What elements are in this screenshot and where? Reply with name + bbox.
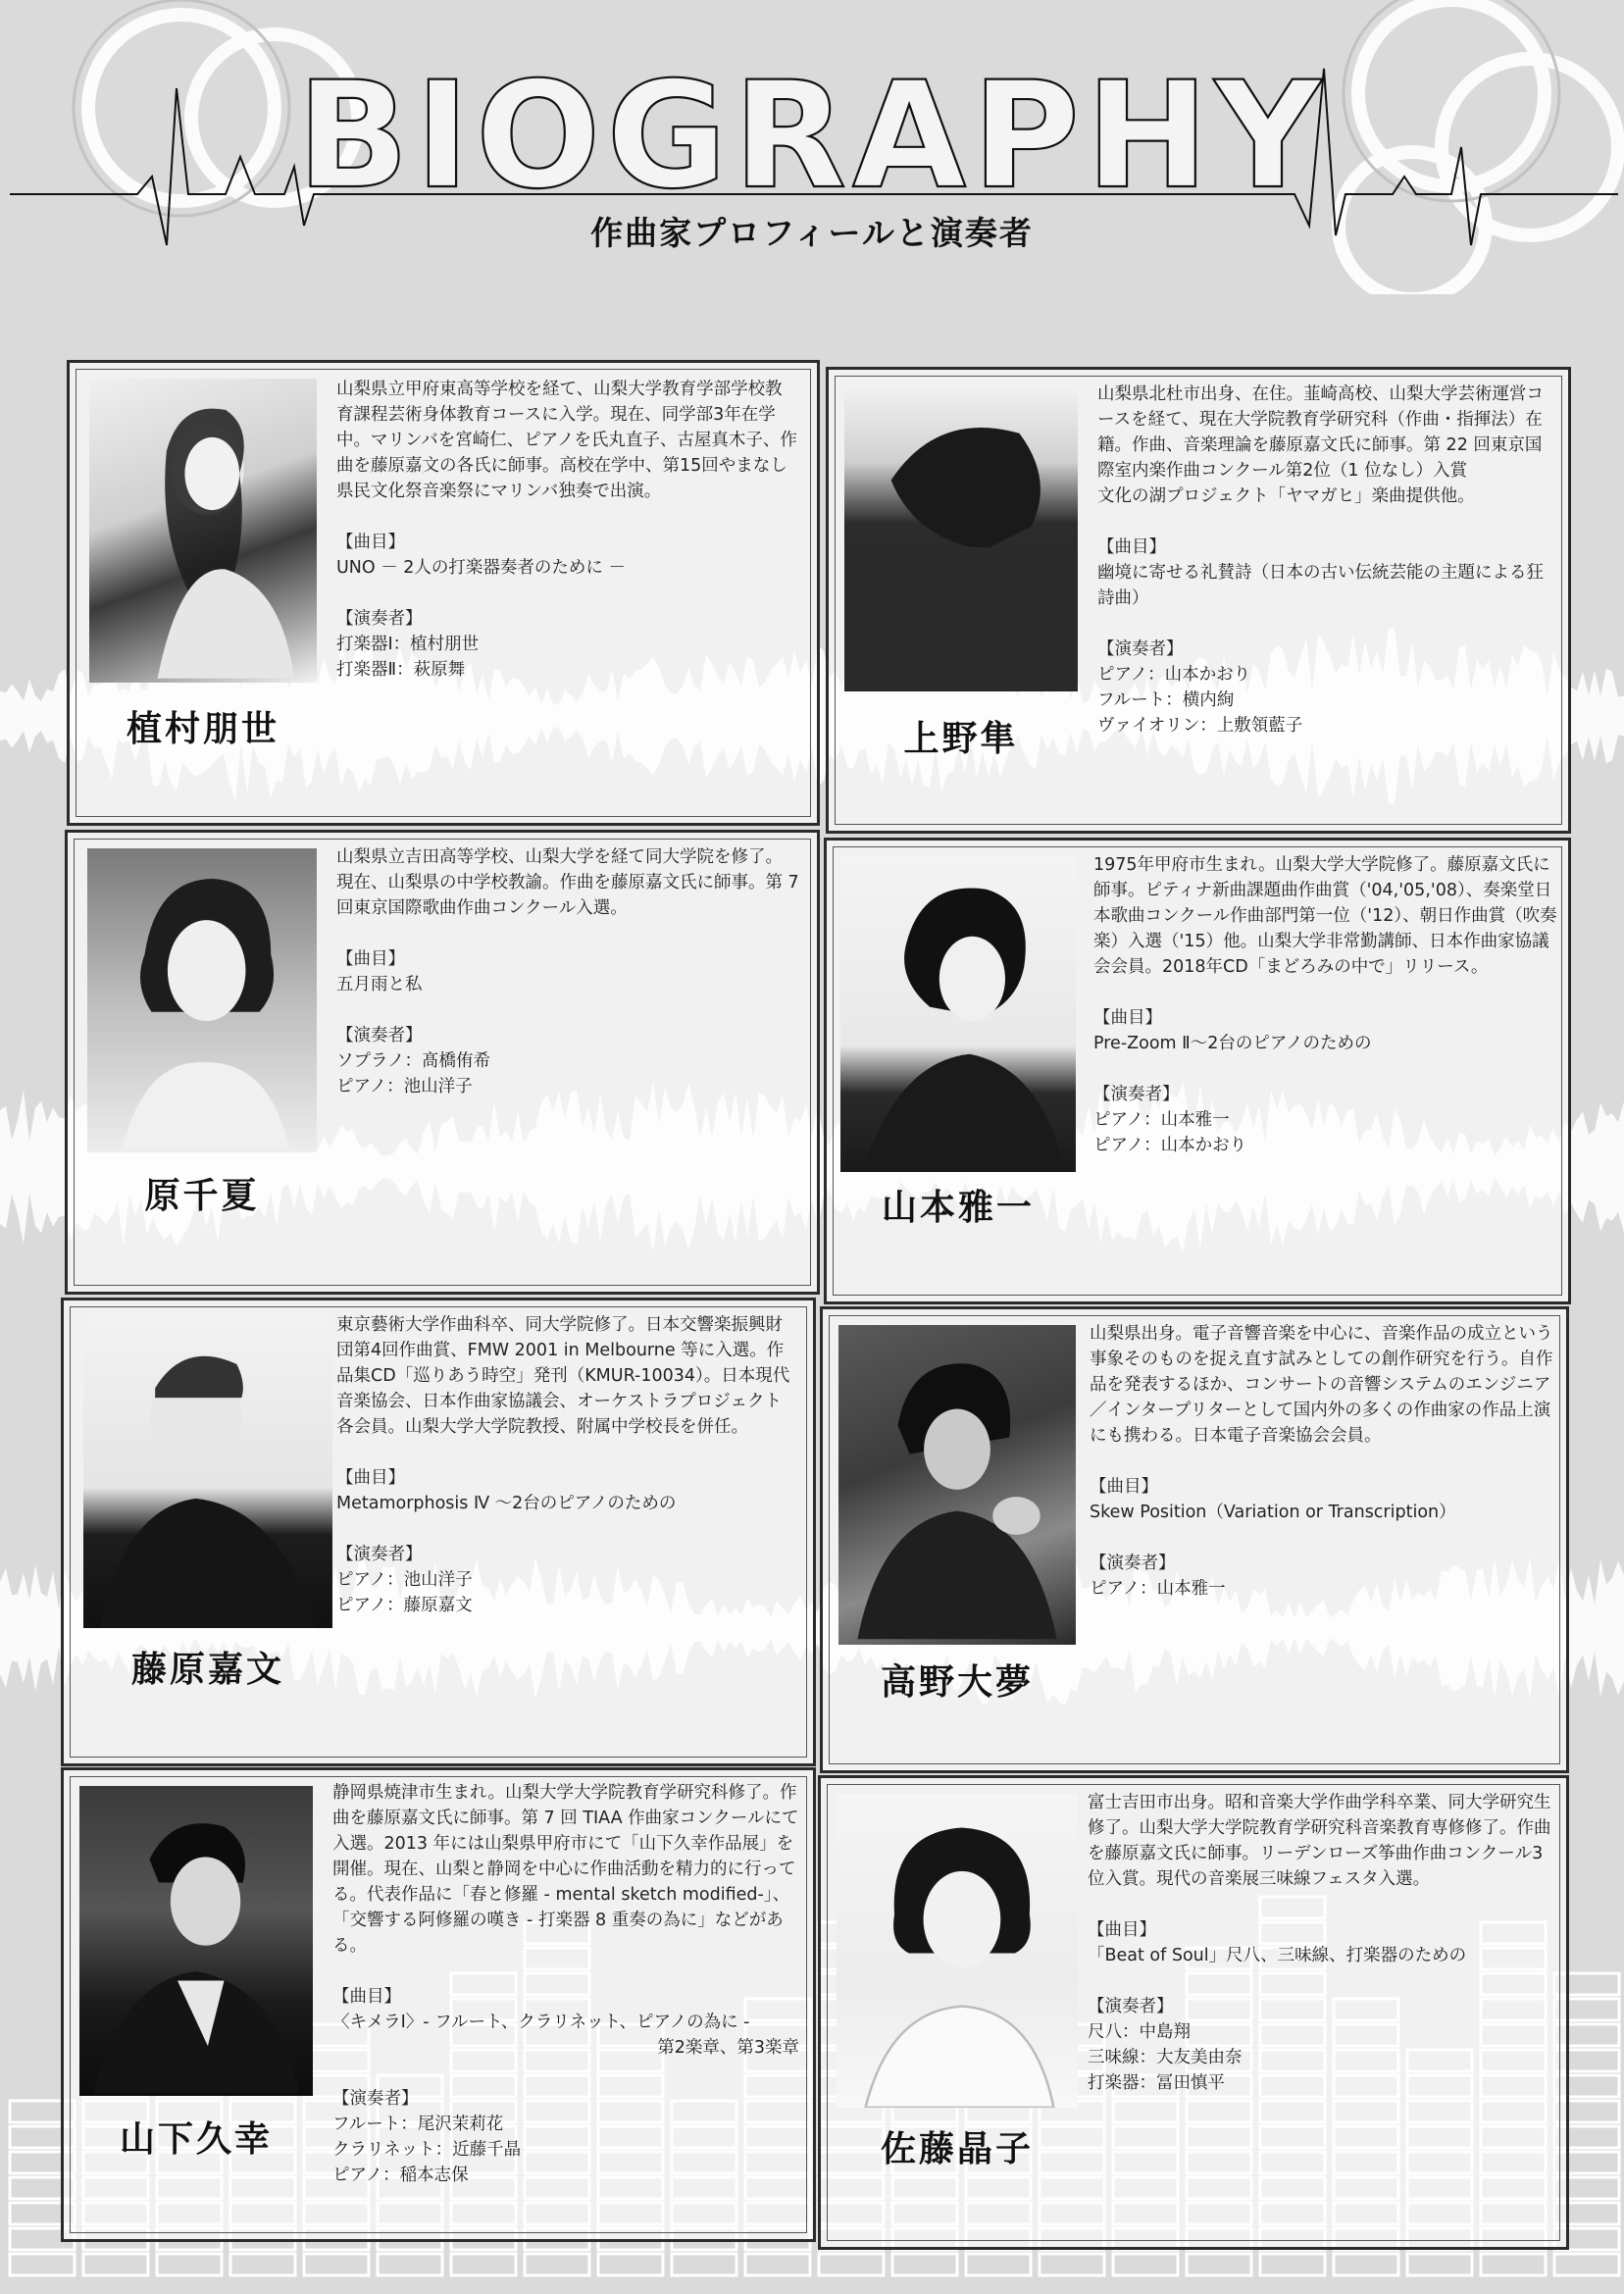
profile-card-hara xyxy=(65,830,820,1295)
performer-item: 打楽器Ⅱ：萩原舞 xyxy=(336,660,466,680)
profile-text xyxy=(1090,1321,1554,1602)
piece-heading: 【曲目】 xyxy=(336,949,405,969)
portrait-photo xyxy=(844,385,1078,691)
profile-text xyxy=(336,377,799,683)
portrait-photo xyxy=(87,848,317,1152)
header xyxy=(0,0,1624,333)
composer-name: 山下久幸 xyxy=(119,2118,273,2160)
performer-item: ピアノ：池山洋子 xyxy=(336,1570,473,1590)
profile-card-sato xyxy=(818,1775,1569,2250)
performer-item: ピアノ：山本かおり xyxy=(1093,1136,1247,1155)
composer-name: 植村朋世 xyxy=(126,708,279,749)
performer-item: ピアノ：山本雅一 xyxy=(1093,1110,1230,1130)
bio-text: 山梨県出身。電子音響音楽を中心に、音楽作品の成立という事象そのものを捉え直す試みとしての創作研究を行う。自作品を発表するほか、コンサートの音響システムのエンジニア／インタープリターとして国内外の多くの作曲家の作品上演にも携わる。日本電子音楽協会会員。 xyxy=(1090,1324,1553,1446)
piece-heading: 【曲目】 xyxy=(1090,1477,1158,1497)
bio-text: 文化の湖プロジェクト「ヤマガヒ」楽曲提供他。 xyxy=(1097,486,1475,506)
profile-text xyxy=(336,1312,797,1618)
bio-text: 富士吉田市出身。昭和音楽大学作曲学科卒業、同大学研究生修了。山梨大学大学院教育学研究科音楽教育専修修了。作曲を藤原嘉文氏に師事。リーデンローズ筝曲作曲コンクール3位入賞。現代の音楽展三味線フェスタ入選。 xyxy=(1088,1793,1551,1889)
performer-item: ピアノ：稲本志保 xyxy=(332,2166,469,2185)
performers-heading: 【演奏者】 xyxy=(336,609,423,629)
portrait-photo xyxy=(837,1794,1078,2108)
profile-card-takano xyxy=(820,1306,1569,1773)
biography-title: BIOGRAPHY xyxy=(296,51,1328,222)
piece-heading: 【曲目】 xyxy=(336,533,405,552)
bio-text: 静岡県焼津市生まれ。山梨大学大学院教育学研究科修了。作曲を藤原嘉文氏に師事。第 7 回 TIAA 作曲家コンクールにて入選。2013 年には山梨県甲府市にて「山下久幸作品展」を開催。現在、山梨と静岡を中心に作曲活動を精力的に行ってる。代表作品に「春と修羅 - mental sketch modified-」、「交響する阿修羅の嘆き - 打楽器 8 重奏の為に」などがある。 xyxy=(332,1783,799,1956)
piece-title: UNO － 2人の打楽器奏者のために － xyxy=(336,558,626,578)
performers-heading: 【演奏者】 xyxy=(1093,1085,1180,1104)
portrait-photo xyxy=(840,856,1076,1172)
composer-name: 原千夏 xyxy=(144,1175,260,1216)
profile-card-ueno xyxy=(826,367,1571,834)
performer-item: ソプラノ：髙橋侑希 xyxy=(336,1051,490,1071)
performers-heading: 【演奏者】 xyxy=(1088,1997,1174,2016)
bio-text: 1975年甲府市生まれ。山梨大学大学院修了。藤原嘉文氏に師事。ピティナ新曲課題曲作曲賞（'04,'05,'08）、奏楽堂日本歌曲コンクール作曲部門第一位（'12）、朝日作曲賞（吹奏楽）入選（'15）他。山梨大学非常勤講師、日本作曲家協議会会員。2018年CD「まどろみの中で」リリース。 xyxy=(1093,855,1557,977)
profile-card-uemura xyxy=(67,360,820,826)
bio-text: 山梨県北杜市出身、在住。韮崎高校、山梨大学芸術運営コースを経て、現在大学院教育学研究科（作曲・指揮法）在籍。作曲、音楽理論を藤原嘉文氏に師事。第 22 回東京国際室内楽作曲コンクール第2位（1 位なし）入賞 xyxy=(1097,384,1544,481)
piece-heading: 【曲目】 xyxy=(1088,1920,1156,1940)
portrait-photo xyxy=(83,1316,332,1628)
profile-text xyxy=(332,1780,799,2188)
bio-text: 山梨県立甲府東高等学校を経て、山梨大学教育学部学校教育課程芸術身体教育コースに入学。現在、同学部3年在学中。マリンバを宮崎仁、ピアノを氏丸直子、古屋真木子、作曲を藤原嘉文の各氏に師事。高校在学中、第15回やまなし県民文化祭音楽祭にマリンバ独奏で出演。 xyxy=(336,380,797,501)
piece-title: Skew Position（Variation or Transcription） xyxy=(1090,1503,1456,1522)
piece-title: Metamorphosis Ⅳ ～2台のピアノのための xyxy=(336,1494,677,1513)
portrait-photo xyxy=(838,1325,1076,1645)
performer-item: ヴァイオリン：上敷領藍子 xyxy=(1097,716,1303,736)
performers-heading: 【演奏者】 xyxy=(332,2089,419,2109)
performers-heading: 【演奏者】 xyxy=(1090,1554,1176,1573)
profile-card-yamamoto xyxy=(824,838,1571,1304)
piece-title: 五月雨と私 xyxy=(336,975,423,994)
performer-item: 打楽器：冨田慎平 xyxy=(1088,2073,1225,2093)
composer-name: 藤原嘉文 xyxy=(130,1649,284,1690)
performer-item: ピアノ：山本雅一 xyxy=(1090,1579,1226,1599)
performer-item: ピアノ：山本かおり xyxy=(1097,665,1251,685)
profile-text xyxy=(1093,852,1558,1158)
piece-title: 〈キメラⅠ〉- フルート、クラリネット、ピアノの為に - xyxy=(332,2013,750,2032)
piece-heading: 【曲目】 xyxy=(332,1987,401,2007)
piece-heading: 【曲目】 xyxy=(336,1468,405,1488)
bio-text: 山梨県立吉田高等学校、山梨大学を経て同大学院を修了。現在、山梨県の中学校教諭。作曲を藤原嘉文氏に師事。第 7 回東京国際歌曲作曲コンクール入選。 xyxy=(336,847,799,918)
composer-name: 高野大夢 xyxy=(880,1661,1034,1703)
performer-item: フルート：横内絢 xyxy=(1097,690,1235,710)
portrait-photo xyxy=(79,1786,313,2096)
profile-text xyxy=(336,844,799,1099)
performer-item: ピアノ：池山洋子 xyxy=(336,1077,473,1096)
piece-title: Pre-Zoom Ⅱ～2台のピアノのための xyxy=(1093,1034,1372,1053)
portrait-photo xyxy=(89,379,317,683)
composer-name: 佐藤晶子 xyxy=(880,2128,1034,2169)
performer-item: フルート：尾沢茉莉花 xyxy=(332,2115,504,2134)
performer-item: ピアノ：藤原嘉文 xyxy=(336,1596,473,1615)
performer-item: クラリネット：近藤千晶 xyxy=(332,2140,522,2160)
page-subtitle: 作曲家プロフィールと演奏者 xyxy=(590,214,1034,252)
performer-item: 打楽器Ⅰ：植村朋世 xyxy=(336,635,480,654)
performers-heading: 【演奏者】 xyxy=(336,1026,423,1045)
piece-movements: 第2楽章、第3楽章 xyxy=(657,2038,799,2058)
performers-heading: 【演奏者】 xyxy=(1097,639,1184,659)
composer-name: 上野隼 xyxy=(903,718,1019,759)
composer-name: 山本雅一 xyxy=(881,1187,1035,1228)
piece-title: 「Beat of Soul」尺八、三味線、打楽器のための xyxy=(1088,1946,1467,1965)
profile-text xyxy=(1097,382,1558,739)
bio-text: 東京藝術大学作曲科卒、同大学院修了。日本交響楽振興財団第4回作曲賞、FMW 2001 in Melbourne 等に入選。作品集CD「巡りあう時空」発刊（KMUR-10034）。日本現代音楽協会、日本作曲家協議会、オーケストラプロジェクト各会員。山梨大学大学院教授、附属中学校長を併任。 xyxy=(336,1315,790,1437)
profile-card-yamashita xyxy=(61,1767,816,2242)
piece-heading: 【曲目】 xyxy=(1093,1008,1162,1028)
performer-item: 尺八：中島翔 xyxy=(1088,2022,1191,2042)
performers-heading: 【演奏者】 xyxy=(336,1545,423,1564)
profile-card-fujiwara xyxy=(61,1298,816,1766)
profile-text xyxy=(1088,1790,1556,2096)
piece-heading: 【曲目】 xyxy=(1097,537,1166,557)
performer-item: 三味線：大友美由奈 xyxy=(1088,2048,1243,2067)
piece-title: 幽境に寄せる礼賛詩（日本の古い伝統芸能の主題による狂詩曲） xyxy=(1097,563,1544,608)
